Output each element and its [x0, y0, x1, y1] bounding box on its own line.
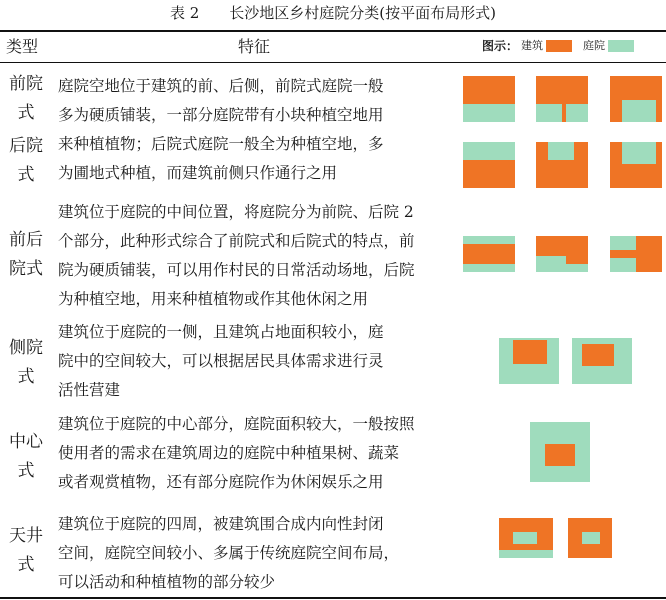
- diagram-back-courtyard-2: [536, 142, 588, 188]
- type-label-front: 前院 式: [9, 74, 43, 123]
- diagram-side-courtyard-1: [499, 338, 559, 384]
- header-feature: 特征: [238, 37, 271, 56]
- diagram-front-courtyard-1: [463, 76, 515, 122]
- legend-title: 图示：: [482, 39, 519, 53]
- diagram-front-and-back-1: [463, 236, 515, 272]
- diagram-side-courtyard-2: [572, 338, 632, 384]
- table-caption: 表 2 长沙地区乡村庭院分类(按平面布局形式): [169, 4, 497, 22]
- legend-courtyard-swatch: [608, 40, 634, 52]
- top-rule: [0, 30, 666, 32]
- legend-courtyard-label: 庭院: [583, 39, 606, 52]
- table-row-center: [0, 408, 666, 508]
- feature-text: 建筑位于庭院的四周，被建筑围合成内向性封闭 空间，庭院空间较小、多属于传统庭院空间布局， 可以活动和种植植物的部分较少: [58, 515, 400, 591]
- table-row-side: [0, 316, 666, 408]
- feature-text: 建筑位于庭院的中心部分，庭院面积较大，一般按照 使用者的需求在建筑周边的庭院中种植果树、蔬菜 或者观赏植物，还有部分庭院作为休闲娱乐之用: [58, 415, 415, 491]
- diagram-patio-courtyard-1: [499, 518, 553, 558]
- bottom-rule: [0, 597, 666, 599]
- diagram-back-courtyard-1: [463, 142, 515, 188]
- type-label-front-and-back: 前后 院式: [9, 230, 43, 279]
- table-row-front-and-back: [0, 196, 666, 316]
- header-type: 类型: [6, 37, 39, 56]
- legend-building-label: 建筑: [521, 39, 544, 52]
- diagram-front-and-back-3: [610, 236, 662, 272]
- diagram-center-courtyard: [530, 422, 590, 482]
- feature-text: 建筑位于庭院的中间位置，将庭院分为前院、后院 2 个部分，此种形式综合了前院式和后院式的特点，前 院为硬质铺装，可以用作村民的日常活动场地，后院 为种植空地，用来种植植物或作其他休闲之用: [58, 203, 415, 308]
- type-label-back: 后院 式: [9, 136, 43, 185]
- header-rule: [0, 62, 666, 63]
- diagram-front-courtyard-2: [536, 76, 588, 122]
- table-row-patio: [0, 508, 666, 598]
- type-label-patio: 天井 式: [9, 526, 43, 575]
- type-label-side: 侧院 式: [9, 338, 43, 387]
- feature-text: 建筑位于庭院的一侧，且建筑占地面积较小，庭 院中的空间较大，可以根据居民具体需求进行灵 活性营建: [58, 323, 384, 399]
- diagram-patio-courtyard-2: [568, 518, 612, 558]
- legend-building-swatch: [546, 40, 572, 52]
- table-row-front-back: [0, 66, 666, 196]
- diagram-front-and-back-2: [536, 236, 588, 272]
- legend: [482, 38, 634, 54]
- diagram-back-courtyard-3: [610, 142, 662, 188]
- feature-text: 庭院空地位于建筑的前、后侧，前院式庭院一般 多为硬质铺装，一部分庭院带有小块种植空地用 来种植植物；后院式庭院一般全为种植空地，多 为圃地式种植，而建筑前侧只作通行之用: [58, 77, 384, 182]
- diagram-front-courtyard-3: [610, 76, 662, 122]
- type-label-center: 中心 式: [9, 432, 43, 481]
